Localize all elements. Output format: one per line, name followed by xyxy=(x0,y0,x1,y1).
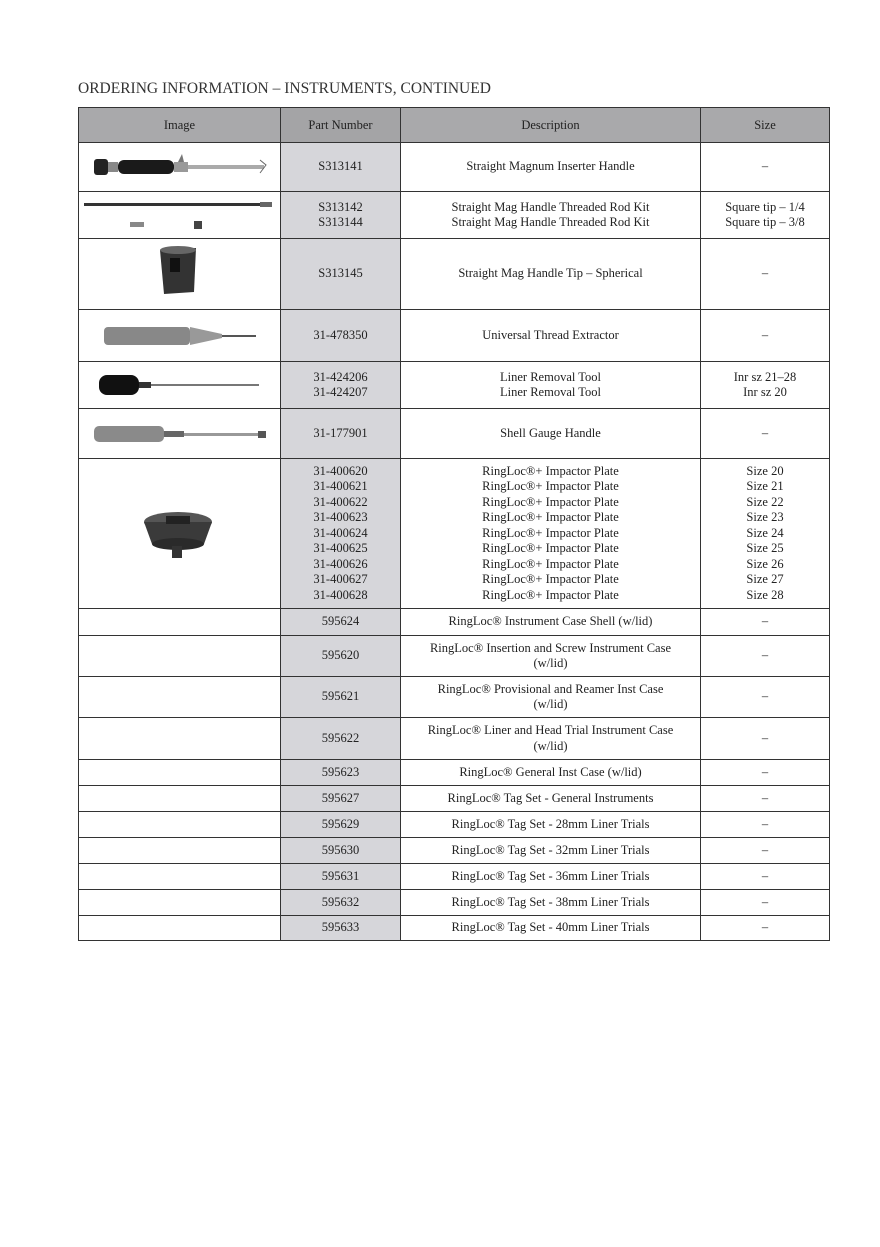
size: Size 23 xyxy=(746,510,784,525)
part-number: 31-424206 xyxy=(313,369,368,384)
description-cell xyxy=(401,459,701,609)
description: RingLoc®+ Impactor Plate xyxy=(482,494,619,509)
size-cell xyxy=(701,916,830,941)
image-cell xyxy=(79,192,281,239)
table-row xyxy=(79,310,830,362)
inserter-handle-icon xyxy=(79,152,280,182)
size: – xyxy=(761,689,769,704)
size-cell xyxy=(701,890,830,916)
size-cell xyxy=(701,239,830,310)
description: RingLoc® Provisional and Reamer Inst Case xyxy=(437,681,664,696)
part-number-cell xyxy=(281,310,401,362)
description: RingLoc®+ Impactor Plate xyxy=(482,556,619,571)
description: Shell Gauge Handle xyxy=(500,425,601,440)
table-row xyxy=(79,864,830,890)
part-number: S313145 xyxy=(318,266,363,281)
part-number-cell xyxy=(281,239,401,310)
description: RingLoc®+ Impactor Plate xyxy=(482,463,619,478)
image-cell xyxy=(79,760,281,786)
description: Straight Mag Handle Threaded Rod Kit xyxy=(451,215,650,229)
description-cell xyxy=(401,718,701,760)
part-number: S313144 xyxy=(318,215,363,229)
description: RingLoc® Tag Set - 38mm Liner Trials xyxy=(451,894,650,909)
description-cell xyxy=(401,409,701,459)
description-cell xyxy=(401,192,701,239)
table-row xyxy=(79,239,830,310)
size: Size 26 xyxy=(746,556,784,571)
part-number: 595624 xyxy=(321,614,360,629)
description-cell xyxy=(401,760,701,786)
liner-removal-tool-icon xyxy=(79,370,280,400)
size: Size 22 xyxy=(746,494,784,509)
size: – xyxy=(761,159,769,174)
table-row xyxy=(79,760,830,786)
part-number-cell xyxy=(281,786,401,812)
part-number-cell xyxy=(281,890,401,916)
part-number-cell xyxy=(281,838,401,864)
description: RingLoc® Instrument Case Shell (w/lid) xyxy=(448,614,653,629)
size: – xyxy=(761,327,769,342)
image-cell xyxy=(79,677,281,718)
description: RingLoc®+ Impactor Plate xyxy=(482,541,619,556)
size: – xyxy=(761,648,769,663)
description: RingLoc®+ Impactor Plate xyxy=(482,587,619,602)
size-cell xyxy=(701,864,830,890)
threaded-rod-kit-icon xyxy=(79,195,280,235)
size: Size 24 xyxy=(746,525,784,540)
part-number: 31-177901 xyxy=(313,425,368,440)
part-number-cell xyxy=(281,718,401,760)
description-cell xyxy=(401,609,701,636)
part-number: 31-400627 xyxy=(313,572,368,587)
image-cell xyxy=(79,812,281,838)
part-number: S313142 xyxy=(318,199,363,214)
description: RingLoc® Liner and Head Trial Instrument Case xyxy=(427,723,674,737)
size: Size 21 xyxy=(746,479,784,494)
part-number: 595620 xyxy=(321,648,360,663)
size: Square tip – 3/8 xyxy=(725,215,805,229)
description: RingLoc® Tag Set - 32mm Liner Trials xyxy=(451,842,650,857)
description: Universal Thread Extractor xyxy=(482,327,619,342)
table-header-row xyxy=(79,108,830,143)
part-number: 31-400624 xyxy=(313,525,368,540)
description: (w/lid) xyxy=(533,697,568,711)
size: Size 27 xyxy=(746,572,784,587)
part-number: 595631 xyxy=(321,868,360,883)
part-number-cell xyxy=(281,143,401,192)
size-cell xyxy=(701,636,830,677)
part-number-cell xyxy=(281,192,401,239)
size-cell xyxy=(701,143,830,192)
size-cell xyxy=(701,192,830,239)
description: RingLoc®+ Impactor Plate xyxy=(482,572,619,587)
part-number: S313141 xyxy=(318,159,363,174)
size: – xyxy=(761,816,769,831)
size-cell xyxy=(701,786,830,812)
part-number-cell xyxy=(281,636,401,677)
table-row xyxy=(79,609,830,636)
part-number-cell xyxy=(281,609,401,636)
size: Size 25 xyxy=(746,541,784,556)
part-number: 31-400621 xyxy=(313,479,368,494)
image-cell xyxy=(79,609,281,636)
part-number: 595622 xyxy=(321,730,360,745)
table-row xyxy=(79,636,830,677)
part-number: 595629 xyxy=(321,816,360,831)
size: Size 20 xyxy=(746,463,784,478)
description-cell xyxy=(401,362,701,409)
description: Liner Removal Tool xyxy=(500,369,601,384)
page-title: ORDERING INFORMATION – INSTRUMENTS, CONTINUED xyxy=(78,80,491,97)
description-cell xyxy=(401,838,701,864)
size-cell xyxy=(701,609,830,636)
size: Inr sz 21–28 xyxy=(733,369,797,384)
description-cell xyxy=(401,812,701,838)
part-number: 31-400626 xyxy=(313,556,368,571)
description: RingLoc®+ Impactor Plate xyxy=(482,525,619,540)
image-cell xyxy=(79,310,281,362)
description-cell xyxy=(401,916,701,941)
size-cell xyxy=(701,310,830,362)
image-cell xyxy=(79,636,281,677)
header-description: Description xyxy=(401,108,701,143)
part-number: 595627 xyxy=(321,790,360,805)
image-cell xyxy=(79,890,281,916)
size-cell xyxy=(701,838,830,864)
description-cell xyxy=(401,310,701,362)
part-number: 31-400623 xyxy=(313,510,368,525)
size: – xyxy=(761,425,769,440)
part-number: 595632 xyxy=(321,894,360,909)
description-cell xyxy=(401,143,701,192)
table-row xyxy=(79,409,830,459)
table-row xyxy=(79,143,830,192)
description-cell xyxy=(401,636,701,677)
image-cell xyxy=(79,786,281,812)
description-cell xyxy=(401,864,701,890)
table-row xyxy=(79,459,830,609)
description: RingLoc® Tag Set - 36mm Liner Trials xyxy=(451,868,650,883)
part-number: 595633 xyxy=(321,920,360,935)
table-row xyxy=(79,786,830,812)
size-cell xyxy=(701,409,830,459)
description-cell xyxy=(401,239,701,310)
part-number: 31-400620 xyxy=(313,463,368,478)
table-row xyxy=(79,838,830,864)
size-cell xyxy=(701,718,830,760)
part-number-cell xyxy=(281,812,401,838)
image-cell xyxy=(79,459,281,609)
description: (w/lid) xyxy=(533,738,568,753)
size-cell xyxy=(701,812,830,838)
size-cell xyxy=(701,677,830,718)
description-cell xyxy=(401,786,701,812)
size: – xyxy=(761,790,769,805)
part-number: 595621 xyxy=(321,689,360,704)
image-cell xyxy=(79,362,281,409)
part-number-cell xyxy=(281,409,401,459)
description: RingLoc® General Inst Case (w/lid) xyxy=(459,764,642,779)
size: – xyxy=(761,730,769,745)
image-cell xyxy=(79,838,281,864)
image-cell xyxy=(79,409,281,459)
thread-extractor-icon xyxy=(79,321,280,351)
part-number-cell xyxy=(281,459,401,609)
size: – xyxy=(761,614,769,629)
part-number: 31-478350 xyxy=(313,327,368,342)
table-row xyxy=(79,812,830,838)
description: RingLoc®+ Impactor Plate xyxy=(482,510,619,525)
table-row xyxy=(79,192,830,239)
part-number-cell xyxy=(281,916,401,941)
size: – xyxy=(761,894,769,909)
header-part-number: Part Number xyxy=(281,108,401,143)
description: Straight Mag Handle Tip – Spherical xyxy=(458,266,643,281)
image-cell xyxy=(79,143,281,192)
part-number: 31-424207 xyxy=(313,385,368,399)
size-cell xyxy=(701,760,830,786)
image-cell xyxy=(79,864,281,890)
size: – xyxy=(761,842,769,857)
size: – xyxy=(761,266,769,281)
description: RingLoc® Tag Set - 28mm Liner Trials xyxy=(451,816,650,831)
part-number: 595623 xyxy=(321,764,360,779)
impactor-plate-icon xyxy=(79,504,280,564)
description: Straight Magnum Inserter Handle xyxy=(466,159,635,174)
description: RingLoc® Tag Set - General Instruments xyxy=(447,790,654,805)
ordering-table xyxy=(78,107,830,941)
part-number: 31-400625 xyxy=(313,541,368,556)
part-number-cell xyxy=(281,677,401,718)
size: Inr sz 20 xyxy=(743,385,787,399)
header-size: Size xyxy=(701,108,830,143)
table-row xyxy=(79,916,830,941)
description: RingLoc® Tag Set - 40mm Liner Trials xyxy=(451,920,650,935)
image-cell xyxy=(79,718,281,760)
size-cell xyxy=(701,362,830,409)
description: Straight Mag Handle Threaded Rod Kit xyxy=(451,199,650,214)
description: RingLoc®+ Impactor Plate xyxy=(482,479,619,494)
table-row xyxy=(79,718,830,760)
shell-gauge-handle-icon xyxy=(79,419,280,449)
description: RingLoc® Insertion and Screw Instrument Case xyxy=(429,640,672,655)
table-row xyxy=(79,677,830,718)
part-number-cell xyxy=(281,760,401,786)
part-number-cell xyxy=(281,864,401,890)
size: – xyxy=(761,868,769,883)
part-number: 31-400628 xyxy=(313,587,368,602)
header-image: Image xyxy=(79,108,281,143)
table-row xyxy=(79,890,830,916)
size: – xyxy=(761,920,769,935)
image-cell xyxy=(79,916,281,941)
spherical-tip-icon xyxy=(79,244,280,304)
size: – xyxy=(761,764,769,779)
size: Square tip – 1/4 xyxy=(725,199,805,214)
description: Liner Removal Tool xyxy=(500,385,601,399)
part-number: 31-400622 xyxy=(313,494,368,509)
description: (w/lid) xyxy=(533,656,568,670)
size-cell xyxy=(701,459,830,609)
table-row xyxy=(79,362,830,409)
size: Size 28 xyxy=(746,587,784,602)
description-cell xyxy=(401,890,701,916)
description-cell xyxy=(401,677,701,718)
image-cell xyxy=(79,239,281,310)
part-number-cell xyxy=(281,362,401,409)
part-number: 595630 xyxy=(321,842,360,857)
